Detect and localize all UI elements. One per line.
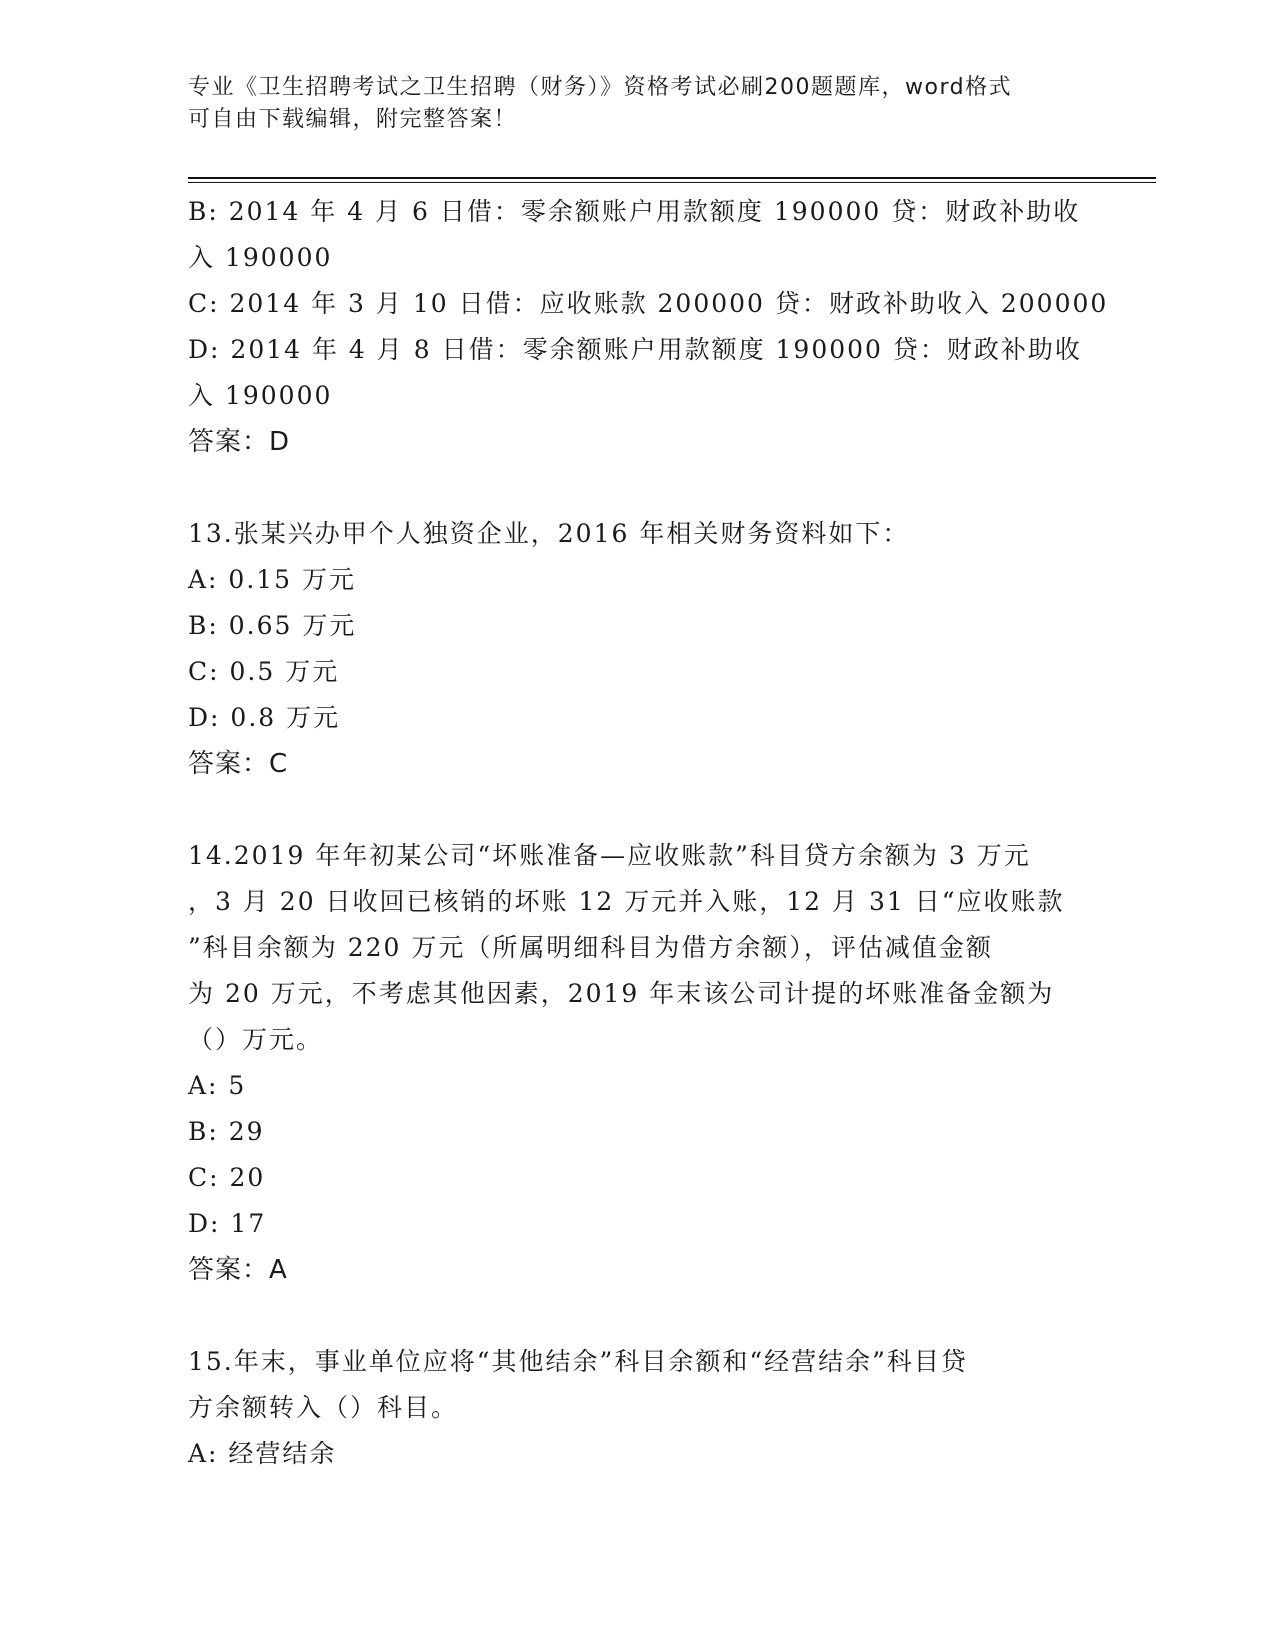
spacer bbox=[188, 1293, 1088, 1339]
q13-option-a: A: 0.15 万元 bbox=[188, 565, 357, 594]
q15-option-a: A: 经营结余 bbox=[188, 1439, 337, 1468]
spacer bbox=[188, 465, 1088, 511]
q13-option-d: D: 0.8 万元 bbox=[188, 703, 341, 732]
q14-option-b: B: 29 bbox=[188, 1117, 265, 1146]
header-rule-thin bbox=[188, 182, 1156, 183]
document-header bbox=[188, 72, 1088, 136]
q13-answer: 答案：C bbox=[188, 749, 289, 779]
q14-stem-line-3: ”科目余额为 220 万元（所属明细科目为借方余额），评估减值金额 bbox=[188, 933, 993, 962]
q14-stem-line-2: ，3 月 20 日收回已核销的坏账 12 万元并入账，12 月 31 日“应收账款 bbox=[188, 887, 1065, 916]
header-line-1: 专业《卫生招聘考试之卫生招聘（财务）》资格考试必刷200题题库，word格式 bbox=[188, 75, 1013, 100]
q14-answer: 答案：A bbox=[188, 1255, 288, 1285]
q12-option-c: C: 2014 年 3 月 10 日借：应收账款 200000 贷：财政补助收入 200000 bbox=[188, 289, 1109, 318]
q15-stem-line-2: 方余额转入（）科目。 bbox=[188, 1393, 459, 1422]
q14-stem-line-1: 14.2019 年年初某公司“坏账准备—应收账款”科目贷方余额为 3 万元 bbox=[188, 841, 1031, 870]
q14-option-c: C: 20 bbox=[188, 1163, 266, 1192]
document-body bbox=[188, 189, 1109, 1477]
q12-answer: 答案：D bbox=[188, 427, 291, 457]
q14-stem-line-4: 为 20 万元，不考虑其他因素，2019 年末该公司计提的坏账准备金额为 bbox=[188, 979, 1055, 1008]
header-rule-thick bbox=[188, 177, 1156, 179]
q13-option-c: C: 0.5 万元 bbox=[188, 657, 340, 686]
spacer bbox=[188, 787, 1088, 833]
q14-option-d: D: 17 bbox=[188, 1209, 267, 1238]
q14-option-a: A: 5 bbox=[188, 1071, 247, 1100]
q12-option-b-line-2: 入 190000 bbox=[188, 243, 333, 272]
header-line-2: 可自由下载编辑，附完整答案！ bbox=[188, 107, 518, 132]
q12-option-d-line-2: 入 190000 bbox=[188, 381, 333, 410]
q12-option-d-line-1: D: 2014 年 4 月 8 日借：零余额账户用款额度 190000 贷：财政补助收 bbox=[188, 335, 1082, 364]
q15-stem-line-1: 15.年末，事业单位应将“其他结余”科目余额和“经营结余”科目贷 bbox=[188, 1347, 968, 1376]
q13-stem: 13.张某兴办甲个人独资企业，2016 年相关财务资料如下： bbox=[188, 519, 910, 548]
q14-stem-line-5: （）万元。 bbox=[188, 1025, 324, 1054]
q12-option-b-line-1: B: 2014 年 4 月 6 日借：零余额账户用款额度 190000 贷：财政补助收 bbox=[188, 197, 1081, 226]
q13-option-b: B: 0.65 万元 bbox=[188, 611, 357, 640]
